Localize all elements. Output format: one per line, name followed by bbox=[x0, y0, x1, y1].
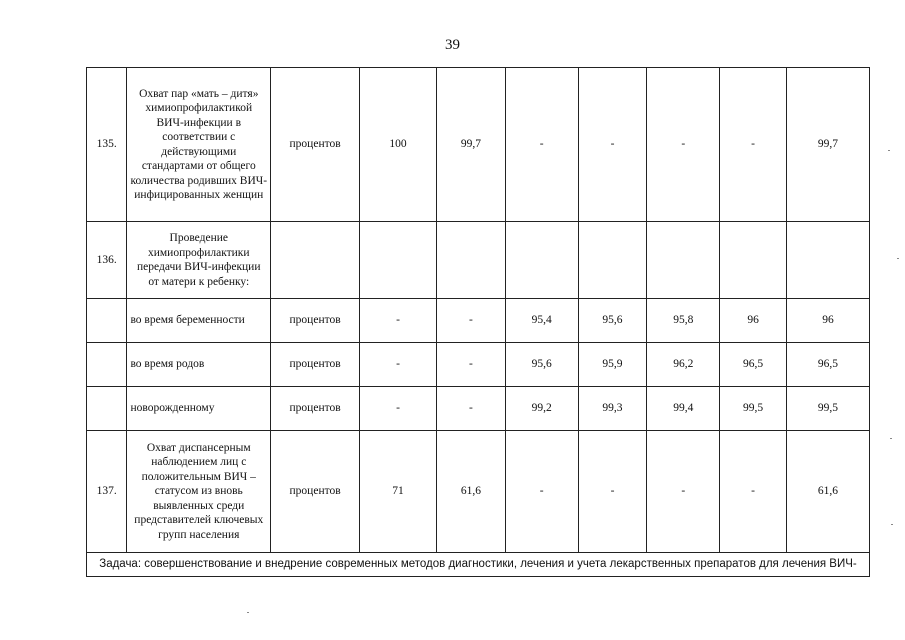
indicator-name: новорожденному bbox=[127, 387, 271, 431]
value-cell: 95,6 bbox=[578, 299, 647, 343]
value-cell bbox=[720, 222, 787, 299]
indicators-table bbox=[86, 67, 870, 577]
value-cell bbox=[786, 222, 869, 299]
value-cell: - bbox=[505, 68, 578, 222]
table-row bbox=[87, 222, 870, 299]
row-number bbox=[87, 343, 127, 387]
scan-speck bbox=[891, 524, 893, 525]
indicator-name: во время родов bbox=[127, 343, 271, 387]
value-cell: - bbox=[647, 68, 720, 222]
value-cell: 71 bbox=[360, 431, 437, 553]
row-number: 135. bbox=[87, 68, 127, 222]
unit-cell: процентов bbox=[271, 68, 360, 222]
value-cell: 99,5 bbox=[786, 387, 869, 431]
page-number: 39 bbox=[445, 37, 460, 53]
value-cell: 99,4 bbox=[647, 387, 720, 431]
value-cell: - bbox=[720, 68, 787, 222]
value-cell: - bbox=[360, 387, 437, 431]
value-cell: 100 bbox=[360, 68, 437, 222]
value-cell: 99,5 bbox=[720, 387, 787, 431]
table-row bbox=[87, 299, 870, 343]
value-cell: - bbox=[436, 299, 505, 343]
table-row bbox=[87, 387, 870, 431]
unit-cell: процентов bbox=[271, 299, 360, 343]
value-cell: - bbox=[647, 431, 720, 553]
value-cell: 99,7 bbox=[786, 68, 869, 222]
value-cell: 96 bbox=[720, 299, 787, 343]
scan-speck bbox=[247, 612, 249, 613]
unit-cell: процентов bbox=[271, 343, 360, 387]
scan-speck bbox=[888, 150, 890, 151]
row-number bbox=[87, 387, 127, 431]
indicator-name: Охват диспансерным наблюдением лиц с положительным ВИЧ – статусом из вновь выявленных среди представителей ключевых групп населения bbox=[127, 431, 271, 553]
value-cell: 99,7 bbox=[436, 68, 505, 222]
value-cell: 96,2 bbox=[647, 343, 720, 387]
table-row bbox=[87, 343, 870, 387]
value-cell: 95,8 bbox=[647, 299, 720, 343]
value-cell: 99,3 bbox=[578, 387, 647, 431]
value-cell: - bbox=[578, 431, 647, 553]
value-cell: 95,9 bbox=[578, 343, 647, 387]
scan-speck bbox=[897, 258, 899, 259]
table-row bbox=[87, 68, 870, 222]
task-row bbox=[87, 553, 870, 577]
value-cell: 96,5 bbox=[720, 343, 787, 387]
unit-cell bbox=[271, 222, 360, 299]
indicator-name: Охват пар «мать – дитя» химиопрофилактикой ВИЧ-инфекции в соответствии с действующими стандартами от общего количества родивших ВИЧ-инфицированных женщин bbox=[127, 68, 271, 222]
value-cell: - bbox=[360, 299, 437, 343]
task-text: Задача: совершенствование и внедрение современных методов диагностики, лечения и учета лекарственных препаратов для лечения ВИЧ- bbox=[87, 553, 870, 577]
unit-cell: процентов bbox=[271, 387, 360, 431]
value-cell: - bbox=[436, 387, 505, 431]
unit-cell: процентов bbox=[271, 431, 360, 553]
row-number: 136. bbox=[87, 222, 127, 299]
row-number bbox=[87, 299, 127, 343]
value-cell: 95,6 bbox=[505, 343, 578, 387]
row-number: 137. bbox=[87, 431, 127, 553]
value-cell: 96 bbox=[786, 299, 869, 343]
value-cell: - bbox=[436, 343, 505, 387]
value-cell bbox=[360, 222, 437, 299]
value-cell: - bbox=[360, 343, 437, 387]
value-cell: 99,2 bbox=[505, 387, 578, 431]
value-cell: - bbox=[505, 431, 578, 553]
value-cell bbox=[647, 222, 720, 299]
value-cell: - bbox=[578, 68, 647, 222]
value-cell: - bbox=[720, 431, 787, 553]
value-cell: 96,5 bbox=[786, 343, 869, 387]
value-cell bbox=[578, 222, 647, 299]
table-row bbox=[87, 431, 870, 553]
value-cell: 61,6 bbox=[786, 431, 869, 553]
value-cell bbox=[436, 222, 505, 299]
indicator-name: во время беременности bbox=[127, 299, 271, 343]
value-cell bbox=[505, 222, 578, 299]
indicator-name: Проведение химиопрофилактики передачи ВИЧ-инфекции от матери к ребенку: bbox=[127, 222, 271, 299]
value-cell: 61,6 bbox=[436, 431, 505, 553]
value-cell: 95,4 bbox=[505, 299, 578, 343]
scan-speck bbox=[890, 438, 892, 439]
